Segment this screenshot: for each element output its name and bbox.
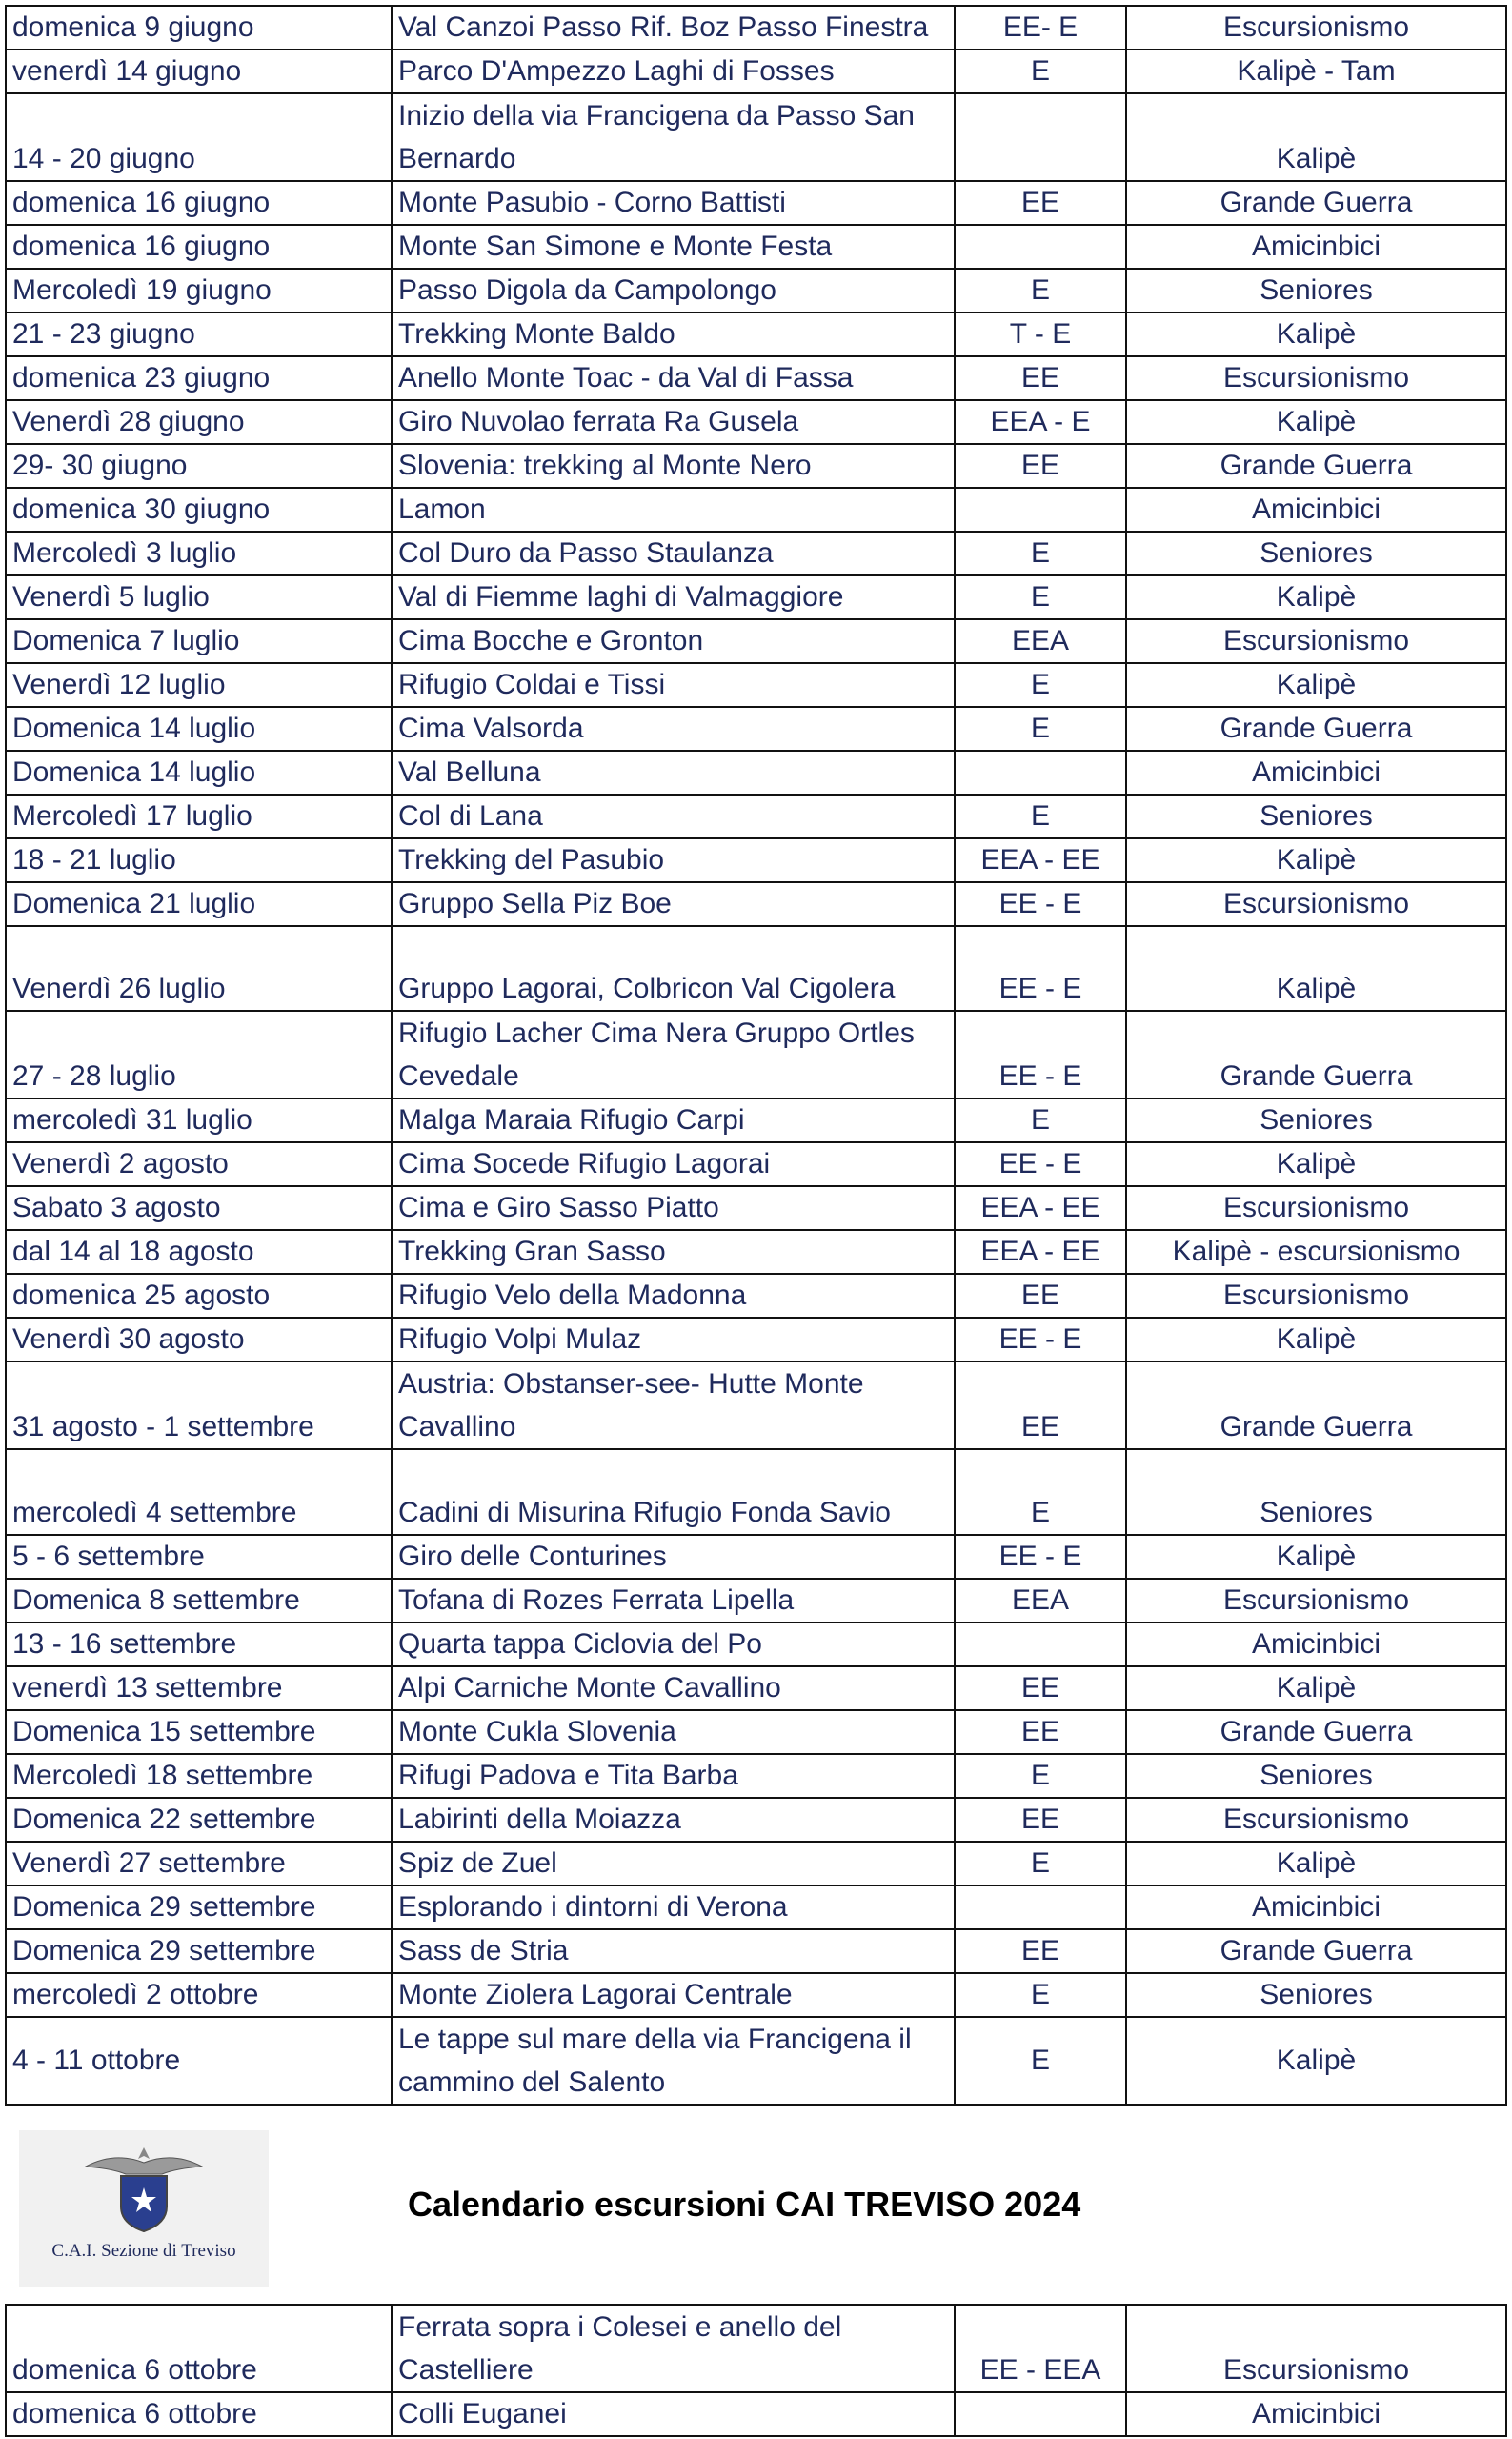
difficulty-cell: EE - E bbox=[955, 1011, 1126, 1099]
date-cell: domenica 6 ottobre bbox=[6, 2392, 392, 2436]
route-cell: Rifugio Velo della Madonna bbox=[392, 1274, 955, 1318]
group-cell: Grande Guerra bbox=[1126, 1710, 1506, 1754]
table-row bbox=[6, 663, 1506, 707]
date-cell: 4 - 11 ottobre bbox=[6, 2017, 392, 2105]
date-cell: Venerdì 30 agosto bbox=[6, 1318, 392, 1361]
difficulty-cell: EE - EEA bbox=[955, 2305, 1126, 2392]
date-cell: Venerdì 5 luglio bbox=[6, 575, 392, 619]
table-row bbox=[6, 532, 1506, 575]
table-row bbox=[6, 751, 1506, 795]
group-cell: Kalipè bbox=[1126, 575, 1506, 619]
table-row bbox=[6, 1011, 1506, 1099]
date-cell: venerdì 14 giugno bbox=[6, 50, 392, 93]
route-cell: Cima Socede Rifugio Lagorai bbox=[392, 1142, 955, 1186]
difficulty-cell: E bbox=[955, 1754, 1126, 1798]
group-cell: Kalipè bbox=[1126, 1318, 1506, 1361]
route-cell: Sass de Stria bbox=[392, 1929, 955, 1973]
group-cell: Escursionismo bbox=[1126, 1798, 1506, 1842]
route-cell: Trekking del Pasubio bbox=[392, 838, 955, 882]
difficulty-cell: EE bbox=[955, 1929, 1126, 1973]
difficulty-cell bbox=[955, 488, 1126, 532]
group-cell: Kalipè bbox=[1126, 838, 1506, 882]
group-cell: Kalipè bbox=[1126, 1142, 1506, 1186]
date-cell: domenica 16 giugno bbox=[6, 181, 392, 225]
table-row bbox=[6, 1579, 1506, 1623]
difficulty-cell: E bbox=[955, 663, 1126, 707]
route-cell: Val di Fiemme laghi di Valmaggiore bbox=[392, 575, 955, 619]
date-cell: Domenica 15 settembre bbox=[6, 1710, 392, 1754]
date-cell: 27 - 28 luglio bbox=[6, 1011, 392, 1099]
route-cell: Giro delle Conturines bbox=[392, 1535, 955, 1579]
difficulty-cell: E bbox=[955, 1842, 1126, 1885]
group-cell: Kalipè bbox=[1126, 926, 1506, 1011]
group-cell: Grande Guerra bbox=[1126, 1011, 1506, 1099]
table-row bbox=[6, 1186, 1506, 1230]
date-cell: 21 - 23 giugno bbox=[6, 312, 392, 356]
route-cell: Austria: Obstanser-see- Hutte Monte Cavallino bbox=[392, 1361, 955, 1449]
date-cell: Mercoledì 17 luglio bbox=[6, 795, 392, 838]
route-cell: Gruppo Lagorai, Colbricon Val Cigolera bbox=[392, 926, 955, 1011]
date-cell: Sabato 3 agosto bbox=[6, 1186, 392, 1230]
table-row bbox=[6, 1842, 1506, 1885]
group-cell: Seniores bbox=[1126, 1973, 1506, 2017]
difficulty-cell: EE- E bbox=[955, 6, 1126, 50]
route-cell: Col Duro da Passo Staulanza bbox=[392, 532, 955, 575]
schedule-table bbox=[5, 5, 1507, 2106]
group-cell: Seniores bbox=[1126, 795, 1506, 838]
route-cell: Malga Maraia Rifugio Carpi bbox=[392, 1099, 955, 1142]
route-cell: Passo Digola da Campolongo bbox=[392, 269, 955, 312]
table-row bbox=[6, 1142, 1506, 1186]
group-cell: Kalipè bbox=[1126, 93, 1506, 181]
route-cell: Colli Euganei bbox=[392, 2392, 955, 2436]
difficulty-cell: E bbox=[955, 50, 1126, 93]
difficulty-cell: EEA - EE bbox=[955, 1230, 1126, 1274]
date-cell: Venerdì 26 luglio bbox=[6, 926, 392, 1011]
difficulty-cell: T - E bbox=[955, 312, 1126, 356]
table-row bbox=[6, 2392, 1506, 2436]
route-cell: Parco D'Ampezzo Laghi di Fosses bbox=[392, 50, 955, 93]
table-row bbox=[6, 1798, 1506, 1842]
date-cell: domenica 6 ottobre bbox=[6, 2305, 392, 2392]
table-row bbox=[6, 838, 1506, 882]
table-row bbox=[6, 400, 1506, 444]
group-cell: Escursionismo bbox=[1126, 1579, 1506, 1623]
route-cell: Monte Ziolera Lagorai Centrale bbox=[392, 1973, 955, 2017]
group-cell: Kalipè bbox=[1126, 400, 1506, 444]
table-row bbox=[6, 2305, 1506, 2392]
difficulty-cell: EE - E bbox=[955, 1535, 1126, 1579]
date-cell: Domenica 14 luglio bbox=[6, 707, 392, 751]
date-cell: 14 - 20 giugno bbox=[6, 93, 392, 181]
difficulty-cell: EE bbox=[955, 1361, 1126, 1449]
date-cell: 29- 30 giugno bbox=[6, 444, 392, 488]
date-cell: Venerdì 12 luglio bbox=[6, 663, 392, 707]
difficulty-cell bbox=[955, 93, 1126, 181]
route-cell: Rifugio Lacher Cima Nera Gruppo Ortles Cevedale bbox=[392, 1011, 955, 1099]
table-row bbox=[6, 1361, 1506, 1449]
difficulty-cell bbox=[955, 2392, 1126, 2436]
difficulty-cell: EEA bbox=[955, 619, 1126, 663]
group-cell: Kalipè bbox=[1126, 312, 1506, 356]
route-cell: Slovenia: trekking al Monte Nero bbox=[392, 444, 955, 488]
group-cell: Escursionismo bbox=[1126, 2305, 1506, 2392]
date-cell: mercoledì 31 luglio bbox=[6, 1099, 392, 1142]
difficulty-cell bbox=[955, 751, 1126, 795]
route-cell: Quarta tappa Ciclovia del Po bbox=[392, 1623, 955, 1666]
difficulty-cell bbox=[955, 1885, 1126, 1929]
table-row bbox=[6, 1929, 1506, 1973]
difficulty-cell bbox=[955, 225, 1126, 269]
cai-logo bbox=[19, 2130, 269, 2287]
route-cell: Tofana di Rozes Ferrata Lipella bbox=[392, 1579, 955, 1623]
date-cell: 13 - 16 settembre bbox=[6, 1623, 392, 1666]
group-cell: Amicinbici bbox=[1126, 1885, 1506, 1929]
table-row bbox=[6, 1274, 1506, 1318]
date-cell: domenica 9 giugno bbox=[6, 6, 392, 50]
date-cell: Mercoledì 3 luglio bbox=[6, 532, 392, 575]
date-cell: Venerdì 2 agosto bbox=[6, 1142, 392, 1186]
group-cell: Escursionismo bbox=[1126, 1274, 1506, 1318]
group-cell: Amicinbici bbox=[1126, 751, 1506, 795]
group-cell: Escursionismo bbox=[1126, 619, 1506, 663]
table-row bbox=[6, 575, 1506, 619]
date-cell: 31 agosto - 1 settembre bbox=[6, 1361, 392, 1449]
group-cell: Amicinbici bbox=[1126, 2392, 1506, 2436]
route-cell: Trekking Gran Sasso bbox=[392, 1230, 955, 1274]
group-cell: Escursionismo bbox=[1126, 1186, 1506, 1230]
difficulty-cell: EE - E bbox=[955, 882, 1126, 926]
group-cell: Amicinbici bbox=[1126, 1623, 1506, 1666]
date-cell: venerdì 13 settembre bbox=[6, 1666, 392, 1710]
group-cell: Kalipè bbox=[1126, 663, 1506, 707]
difficulty-cell: E bbox=[955, 1099, 1126, 1142]
date-cell: Domenica 29 settembre bbox=[6, 1885, 392, 1929]
cai-emblem-icon bbox=[19, 2130, 269, 2287]
group-cell: Kalipè - escursionismo bbox=[1126, 1230, 1506, 1274]
table-row bbox=[6, 2017, 1506, 2105]
group-cell: Escursionismo bbox=[1126, 882, 1506, 926]
route-cell: Le tappe sul mare della via Francigena il cammino del Salento bbox=[392, 2017, 955, 2105]
difficulty-cell: E bbox=[955, 532, 1126, 575]
difficulty-cell: E bbox=[955, 795, 1126, 838]
group-cell: Kalipè - Tam bbox=[1126, 50, 1506, 93]
table-row bbox=[6, 795, 1506, 838]
group-cell: Seniores bbox=[1126, 1754, 1506, 1798]
route-cell: Giro Nuvolao ferrata Ra Gusela bbox=[392, 400, 955, 444]
table-row bbox=[6, 619, 1506, 663]
difficulty-cell: EE - E bbox=[955, 926, 1126, 1011]
difficulty-cell: EEA - E bbox=[955, 400, 1126, 444]
group-cell: Grande Guerra bbox=[1126, 1929, 1506, 1973]
route-cell: Monte Cukla Slovenia bbox=[392, 1710, 955, 1754]
date-cell: Venerdì 28 giugno bbox=[6, 400, 392, 444]
route-cell: Inizio della via Francigena da Passo San Bernardo bbox=[392, 93, 955, 181]
difficulty-cell: EE bbox=[955, 1710, 1126, 1754]
group-cell: Amicinbici bbox=[1126, 225, 1506, 269]
table-row bbox=[6, 1318, 1506, 1361]
route-cell: Val Canzoi Passo Rif. Boz Passo Finestra bbox=[392, 6, 955, 50]
schedule-table-continued bbox=[5, 2304, 1507, 2437]
route-cell: Cima e Giro Sasso Piatto bbox=[392, 1186, 955, 1230]
date-cell: Mercoledì 19 giugno bbox=[6, 269, 392, 312]
route-cell: Monte Pasubio - Corno Battisti bbox=[392, 181, 955, 225]
difficulty-cell: E bbox=[955, 707, 1126, 751]
difficulty-cell: E bbox=[955, 2017, 1126, 2105]
table-row bbox=[6, 225, 1506, 269]
difficulty-cell: EE bbox=[955, 181, 1126, 225]
difficulty-cell: E bbox=[955, 269, 1126, 312]
date-cell: Domenica 29 settembre bbox=[6, 1929, 392, 1973]
difficulty-cell: EEA - EE bbox=[955, 838, 1126, 882]
group-cell: Kalipè bbox=[1126, 1666, 1506, 1710]
date-cell: Mercoledì 18 settembre bbox=[6, 1754, 392, 1798]
group-cell: Kalipè bbox=[1126, 2017, 1506, 2105]
group-cell: Grande Guerra bbox=[1126, 1361, 1506, 1449]
date-cell: Domenica 14 luglio bbox=[6, 751, 392, 795]
table-row bbox=[6, 312, 1506, 356]
date-cell: domenica 30 giugno bbox=[6, 488, 392, 532]
route-cell: Rifugi Padova e Tita Barba bbox=[392, 1754, 955, 1798]
table-row bbox=[6, 1973, 1506, 2017]
date-cell: domenica 23 giugno bbox=[6, 356, 392, 400]
route-cell: Esplorando i dintorni di Verona bbox=[392, 1885, 955, 1929]
table-row bbox=[6, 1099, 1506, 1142]
table-row bbox=[6, 488, 1506, 532]
difficulty-cell: EE bbox=[955, 356, 1126, 400]
group-cell: Kalipè bbox=[1126, 1535, 1506, 1579]
date-cell: mercoledì 4 settembre bbox=[6, 1449, 392, 1535]
route-cell: Val Belluna bbox=[392, 751, 955, 795]
table-row bbox=[6, 50, 1506, 93]
group-cell: Escursionismo bbox=[1126, 6, 1506, 50]
logo-text: C.A.I. Sezione di Treviso bbox=[51, 2241, 236, 2261]
difficulty-cell: E bbox=[955, 1449, 1126, 1535]
route-cell: Anello Monte Toac - da Val di Fassa bbox=[392, 356, 955, 400]
table-row bbox=[6, 93, 1506, 181]
route-cell: Ferrata sopra i Colesei e anello del Castelliere bbox=[392, 2305, 955, 2392]
difficulty-cell: EEA - EE bbox=[955, 1186, 1126, 1230]
group-cell: Grande Guerra bbox=[1126, 181, 1506, 225]
difficulty-cell: EE - E bbox=[955, 1318, 1126, 1361]
route-cell: Monte San Simone e Monte Festa bbox=[392, 225, 955, 269]
group-cell: Seniores bbox=[1126, 1099, 1506, 1142]
difficulty-cell: EE bbox=[955, 1666, 1126, 1710]
table-row bbox=[6, 882, 1506, 926]
difficulty-cell bbox=[955, 1623, 1126, 1666]
date-cell: domenica 16 giugno bbox=[6, 225, 392, 269]
route-cell: Alpi Carniche Monte Cavallino bbox=[392, 1666, 955, 1710]
date-cell: Domenica 8 settembre bbox=[6, 1579, 392, 1623]
table-row bbox=[6, 444, 1506, 488]
group-cell: Grande Guerra bbox=[1126, 444, 1506, 488]
page-title: Calendario escursioni CAI TREVISO 2024 bbox=[408, 2185, 1081, 2224]
date-cell: Venerdì 27 settembre bbox=[6, 1842, 392, 1885]
date-cell: domenica 25 agosto bbox=[6, 1274, 392, 1318]
table-row bbox=[6, 269, 1506, 312]
route-cell: Rifugio Volpi Mulaz bbox=[392, 1318, 955, 1361]
table-row bbox=[6, 181, 1506, 225]
table-row bbox=[6, 6, 1506, 50]
table-row bbox=[6, 1754, 1506, 1798]
group-cell: Amicinbici bbox=[1126, 488, 1506, 532]
difficulty-cell: EEA bbox=[955, 1579, 1126, 1623]
date-cell: dal 14 al 18 agosto bbox=[6, 1230, 392, 1274]
route-cell: Trekking Monte Baldo bbox=[392, 312, 955, 356]
group-cell: Kalipè bbox=[1126, 1842, 1506, 1885]
table-row bbox=[6, 1623, 1506, 1666]
table-row bbox=[6, 707, 1506, 751]
table-row bbox=[6, 1885, 1506, 1929]
table-row bbox=[6, 1230, 1506, 1274]
route-cell: Rifugio Coldai e Tissi bbox=[392, 663, 955, 707]
table-row bbox=[6, 356, 1506, 400]
route-cell: Gruppo Sella Piz Boe bbox=[392, 882, 955, 926]
route-cell: Cadini di Misurina Rifugio Fonda Savio bbox=[392, 1449, 955, 1535]
date-cell: Domenica 21 luglio bbox=[6, 882, 392, 926]
table-row bbox=[6, 1535, 1506, 1579]
table-row bbox=[6, 1710, 1506, 1754]
date-cell: Domenica 7 luglio bbox=[6, 619, 392, 663]
difficulty-cell: EE bbox=[955, 1798, 1126, 1842]
group-cell: Escursionismo bbox=[1126, 356, 1506, 400]
table-row bbox=[6, 1666, 1506, 1710]
table-row bbox=[6, 926, 1506, 1011]
group-cell: Seniores bbox=[1126, 532, 1506, 575]
difficulty-cell: EE bbox=[955, 444, 1126, 488]
date-cell: 5 - 6 settembre bbox=[6, 1535, 392, 1579]
date-cell: mercoledì 2 ottobre bbox=[6, 1973, 392, 2017]
difficulty-cell: E bbox=[955, 1973, 1126, 2017]
route-cell: Lamon bbox=[392, 488, 955, 532]
group-cell: Seniores bbox=[1126, 1449, 1506, 1535]
route-cell: Labirinti della Moiazza bbox=[392, 1798, 955, 1842]
route-cell: Spiz de Zuel bbox=[392, 1842, 955, 1885]
date-cell: Domenica 22 settembre bbox=[6, 1798, 392, 1842]
route-cell: Col di Lana bbox=[392, 795, 955, 838]
date-cell: 18 - 21 luglio bbox=[6, 838, 392, 882]
difficulty-cell: EE - E bbox=[955, 1142, 1126, 1186]
group-cell: Seniores bbox=[1126, 269, 1506, 312]
route-cell: Cima Bocche e Gronton bbox=[392, 619, 955, 663]
difficulty-cell: EE bbox=[955, 1274, 1126, 1318]
table-row bbox=[6, 1449, 1506, 1535]
route-cell: Cima Valsorda bbox=[392, 707, 955, 751]
difficulty-cell: E bbox=[955, 575, 1126, 619]
group-cell: Grande Guerra bbox=[1126, 707, 1506, 751]
